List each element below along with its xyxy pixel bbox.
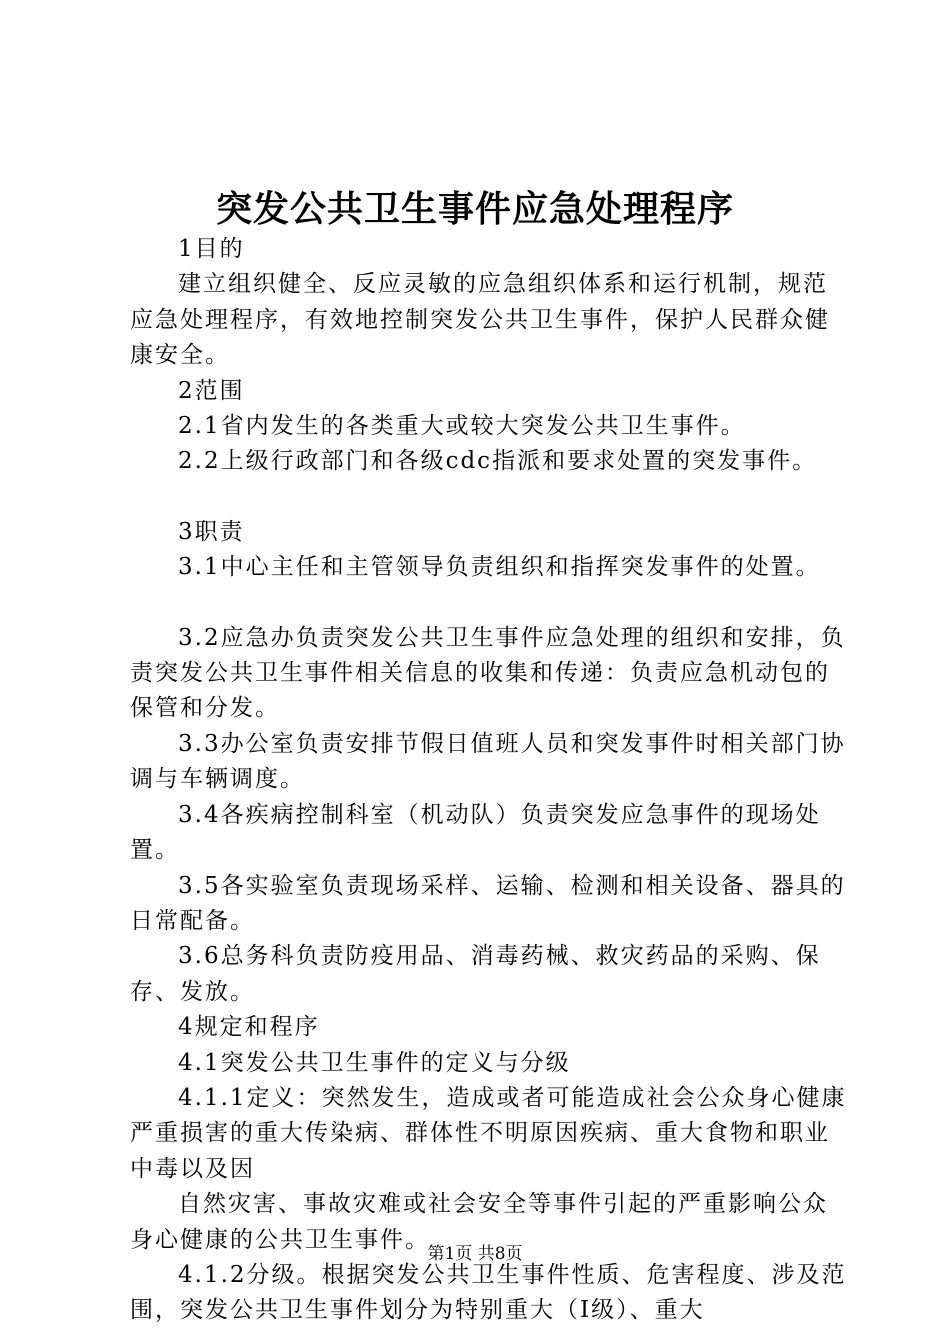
paragraph-definition-cont: 自然灾害、事故灾难或社会安全等事件引起的严重影响公众身心健康的公共卫生事件。 (130, 1191, 828, 1253)
section-heading-4: 4规定和程序 (178, 1014, 320, 1041)
paragraph-purpose: 建立组织健全、反应灵敏的应急组织体系和运行机制，规范应急处理程序，有效地控制突发公共卫生事件，保护人民群众健康安全。 (130, 271, 830, 369)
section-heading-2: 2范围 (178, 377, 245, 404)
blank-line (130, 586, 850, 621)
page-footer: 第1页 共8页 (427, 1244, 523, 1264)
section-heading-1: 1目的 (178, 236, 245, 262)
paragraph-classification: 4.1.2分级。根据突发公共卫生事件性质、危害程度、涉及范围，突发公共卫生事件划分为特别重大（Ⅰ级）、重大 (130, 1261, 847, 1324)
section-heading-3: 3职责 (178, 518, 245, 545)
document-body (130, 232, 850, 1329)
paragraph-scope-2-1: 2.1省内发生的各类重大或较大突发公共卫生事件。 (178, 413, 746, 440)
paragraph-duty-3-5: 3.5各实验室负责现场采样、运输、检测和相关设备、器具的日常配备。 (130, 872, 846, 934)
document-title: 突发公共卫生事件应急处理程序 (215, 188, 734, 230)
paragraph-scope-2-2: 2.2上级行政部门和各级cdc指派和要求处置的突发事件。 (178, 448, 818, 475)
subsection-heading-4-1: 4.1突发公共卫生事件的定义与分级 (178, 1049, 571, 1076)
paragraph-definition: 4.1.1定义：突然发生，造成或者可能造成社会公众身心健康严重损害的重大传染病、群体性不明原因疾病、重大食物和职业中毒以及因 (130, 1084, 847, 1182)
paragraph-duty-3-1: 3.1中心主任和主管领导负责组织和指挥突发事件的处置。 (178, 554, 821, 581)
paragraph-duty-3-2: 3.2应急办负责突发公共卫生事件应急处理的组织和安排，负责突发公共卫生事件相关信息的收集和传递：负责应急机动包的保管和分发。 (130, 624, 846, 722)
paragraph-duty-3-3: 3.3办公室负责安排节假日值班人员和突发事件时相关部门协调与车辆调度。 (130, 730, 846, 793)
blank-line (130, 480, 850, 515)
paragraph-duty-3-6: 3.6总务科负责防疫用品、消毒药械、救灾药品的采购、保存、发放。 (130, 943, 821, 1005)
paragraph-duty-3-4: 3.4各疾病控制科室（机动队）负责突发应急事件的现场处置。 (130, 801, 821, 864)
